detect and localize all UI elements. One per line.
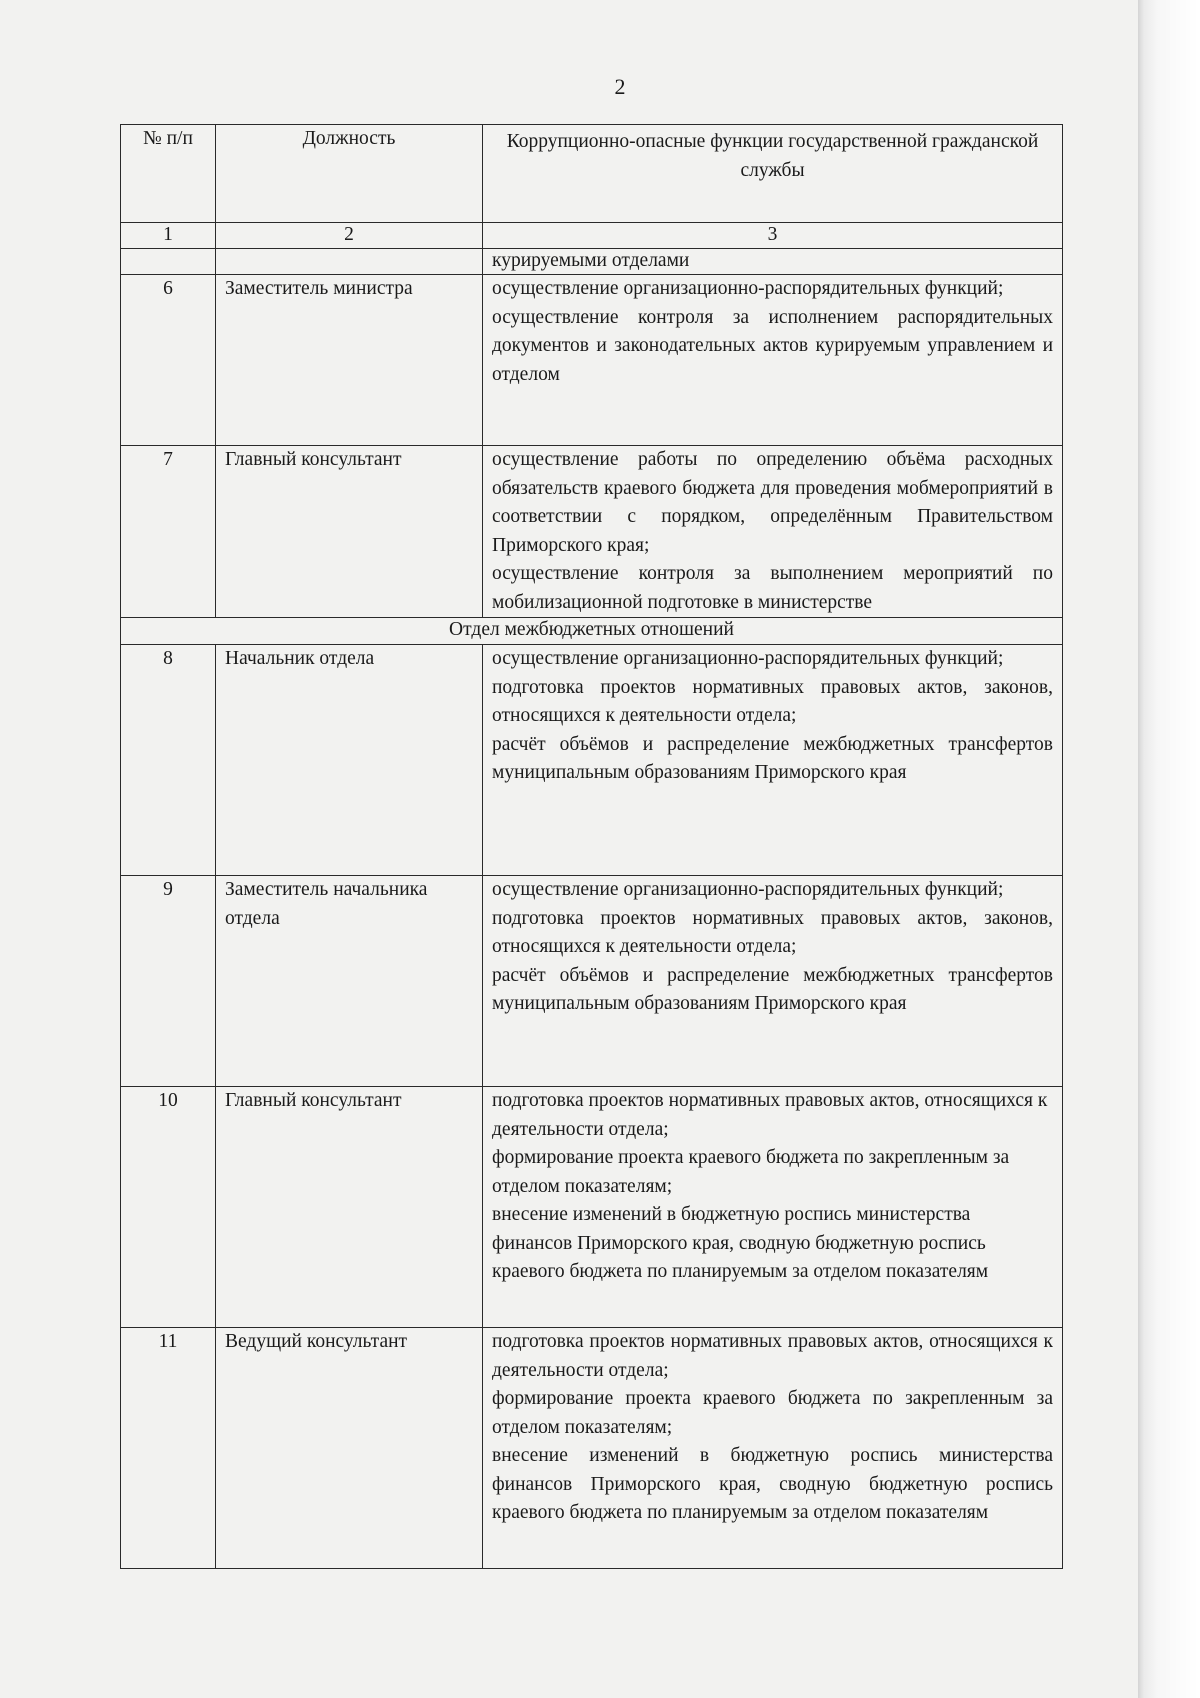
table-row <box>121 1328 1063 1569</box>
row-functions <box>483 1328 1063 1569</box>
function-item: формирование проекта краевого бюджета по закрепленным за отделом показателям; <box>492 1388 1053 1438</box>
function-item: подготовка проектов нормативных правовых актов, законов, относящихся к деятельности отдела; <box>492 676 1053 726</box>
function-item: подготовка проектов нормативных правовых актов, относящихся к деятельности отдела; <box>492 1090 1048 1140</box>
section-row <box>121 618 1063 645</box>
row-functions <box>483 275 1063 446</box>
page-edge-shadow <box>1138 0 1200 1698</box>
row-number: 11 <box>121 1328 216 1569</box>
function-item: внесение изменений в бюджетную роспись министерства финансов Приморского края, сводную бюджетную роспись краевого бюджета по планируемым за отделом показателям <box>492 1445 1053 1523</box>
function-item: расчёт объёмов и распределение межбюджетных трансфертов муниципальным образованиям Приморского края <box>492 733 1053 783</box>
row-position: Ведущий консультант <box>216 1328 483 1569</box>
function-item: осуществление работы по определению объёма расходных обязательств краевого бюджета для проведения мобмероприятий в соответствии с порядком, определённым Правительством Приморского края; <box>492 449 1053 556</box>
table-body-part1 <box>121 275 1063 618</box>
header-number: № п/п <box>121 125 216 223</box>
table-row <box>121 876 1063 1087</box>
function-item: осуществление контроля за исполнением распорядительных документов и законодательных актов курируемым управлением и отделом <box>492 306 1053 385</box>
column-number: 3 <box>483 223 1063 249</box>
function-item: осуществление контроля за выполнением мероприятий по мобилизационной подготовке в министерстве <box>492 563 1053 613</box>
row-number: 10 <box>121 1087 216 1328</box>
page-number: 2 <box>614 74 626 99</box>
function-item: формирование проекта краевого бюджета по закрепленным за отделом показателям; <box>492 1147 1010 1197</box>
row-functions <box>483 876 1063 1087</box>
function-item: подготовка проектов нормативных правовых актов, законов, относящихся к деятельности отдела; <box>492 907 1053 957</box>
row-number: 8 <box>121 645 216 876</box>
column-number: 1 <box>121 223 216 249</box>
function-item: внесение изменений в бюджетную роспись министерства финансов Приморского края, сводную бюджетную роспись краевого бюджета по планируемым за отделом показателям <box>492 1204 989 1282</box>
continuation-row <box>121 249 1063 275</box>
row-position: Заместитель министра <box>216 275 483 446</box>
function-item: осуществление организационно-распорядительных функций; <box>492 278 1004 299</box>
table-row <box>121 446 1063 618</box>
table-body-part2 <box>121 645 1063 1569</box>
row-position: Начальник отдела <box>216 645 483 876</box>
table-row <box>121 1087 1063 1328</box>
function-item: подготовка проектов нормативных правовых актов, относящихся к деятельности отдела; <box>492 1331 1053 1381</box>
section-title: Отдел межбюджетных отношений <box>121 618 1063 645</box>
function-item: осуществление организационно-распорядительных функций; <box>492 879 1004 900</box>
column-number: 2 <box>216 223 483 249</box>
row-functions <box>483 645 1063 876</box>
row-number: 6 <box>121 275 216 446</box>
row-position: Главный консультант <box>216 1087 483 1328</box>
row-number: 7 <box>121 446 216 618</box>
row-number: 9 <box>121 876 216 1087</box>
table-header-row <box>121 125 1063 223</box>
continuation-text: курируемыми отделами <box>483 249 1063 275</box>
row-functions <box>483 1087 1063 1328</box>
corruption-functions-table <box>120 124 1063 1569</box>
row-position: Заместитель начальника отдела <box>216 876 483 1087</box>
header-functions: Коррупционно-опасные функции государственной гражданской службы <box>483 125 1063 223</box>
row-position: Главный консультант <box>216 446 483 618</box>
function-item: расчёт объёмов и распределение межбюджетных трансфертов муниципальным образованиям Приморского края <box>492 964 1053 1014</box>
column-numbers-row <box>121 223 1063 249</box>
header-position: Должность <box>216 125 483 223</box>
function-item: осуществление организационно-распорядительных функций; <box>492 648 1004 669</box>
table-row <box>121 645 1063 876</box>
row-functions <box>483 446 1063 618</box>
table-row <box>121 275 1063 446</box>
